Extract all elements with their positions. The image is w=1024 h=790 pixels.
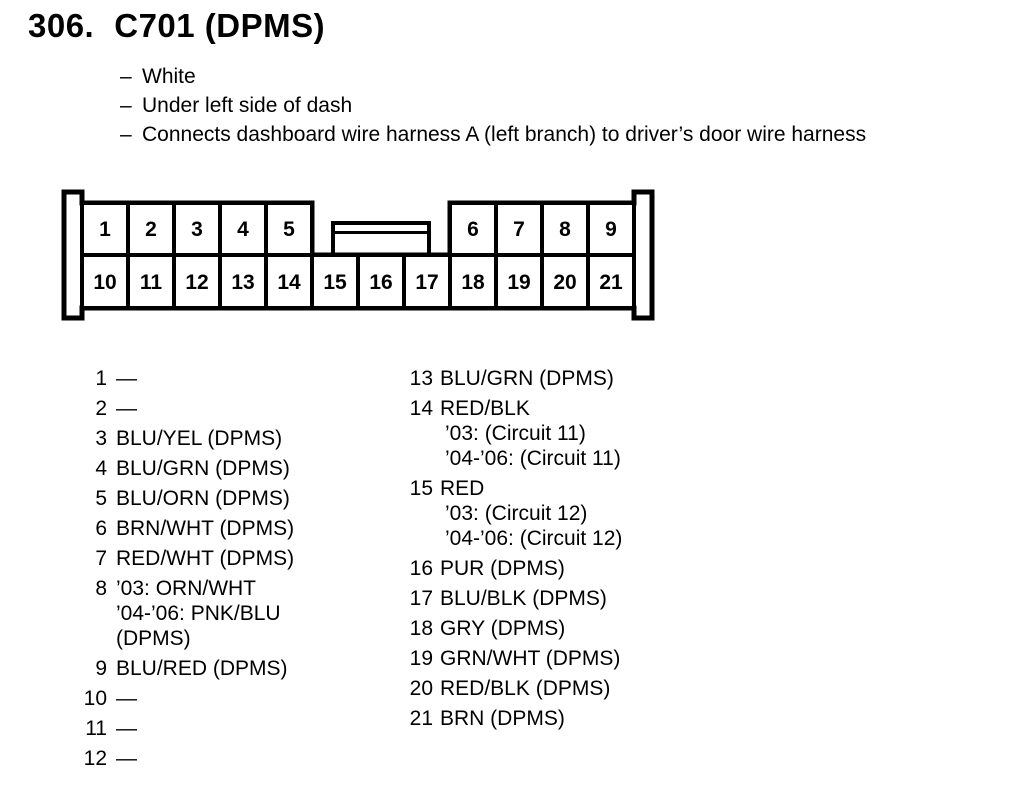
pin-number: 9 [95,657,107,680]
pin-row [83,366,294,391]
pin-wire-label: ’04-’06: (Circuit 11) [445,447,621,470]
pin-wire-label: BLU/GRN (DPMS) [440,367,614,390]
bullet-dash: – [120,94,132,117]
connector-cell-number: 11 [139,271,163,294]
connector-cell-number: 7 [513,218,525,241]
connector-cell-number: 14 [277,271,301,294]
connector-cell-number: 10 [93,271,117,294]
pin-number: 11 [85,717,107,740]
pin-number: 18 [409,617,433,640]
pin-wire-label: PUR (DPMS) [440,557,565,580]
connector-cell-number: 6 [467,218,479,241]
pin-number: 19 [409,647,433,670]
pin-wire-label: — [116,717,137,740]
pin-number: 16 [409,557,433,580]
pin-row [408,586,622,611]
pin-number: 3 [95,427,107,450]
connector-cell-number: 12 [185,271,209,294]
pin-number: 4 [95,457,107,480]
pin-number: 2 [95,397,107,420]
pin-number: 10 [83,687,107,710]
pin-wire-label: ’04-’06: PNK/BLU [116,602,281,625]
connector-latch [333,223,429,255]
pin-wire-label: BLU/GRN (DPMS) [116,457,290,480]
connector-cell-number: 20 [553,271,577,294]
pin-number: 20 [409,677,433,700]
connector-name: C701 (DPMS) [114,7,326,44]
connector-cell-number: 19 [507,271,531,294]
pin-wire-label: ’03: (Circuit 11) [445,422,586,445]
pin-wire-label: RED/BLK (DPMS) [440,677,611,700]
pin-row [408,476,622,551]
pin-wire-label: BLU/BLK (DPMS) [440,587,607,610]
bullet-text: Connects dashboard wire harness A (left branch) to driver’s door wire harness [142,123,867,146]
pin-row [83,746,294,771]
pin-row [83,396,294,421]
pin-number: 5 [95,487,107,510]
pin-wire-label: BRN (DPMS) [440,707,565,730]
pin-row [83,576,294,651]
pin-wire-label: BRN/WHT (DPMS) [116,517,295,540]
pin-row [408,366,622,391]
connector-cell-number: 1 [99,218,111,241]
pin-wire-label: RED/BLK [440,397,530,420]
pin-row [83,516,294,541]
connector-cell-number: 9 [605,218,617,241]
pin-wire-label: RED [440,477,485,500]
pin-number: 8 [95,577,107,600]
pin-wire-label: ’03: (Circuit 12) [445,502,588,525]
pin-row [83,716,294,741]
pin-row [408,616,622,641]
pin-row [408,556,622,581]
pin-list-left [83,366,294,776]
pin-number: 13 [409,367,433,390]
pin-row [408,706,622,731]
pin-row [83,426,294,451]
pin-number: 12 [83,747,107,770]
pin-wire-label: GRN/WHT (DPMS) [440,647,621,670]
connector-cell-number: 21 [599,271,623,294]
pin-row [83,546,294,571]
connector-cell-number: 18 [461,271,485,294]
pin-number: 14 [409,397,433,420]
pin-row [83,456,294,481]
connector-cell-number: 2 [145,218,157,241]
connector-svg [58,184,658,324]
pin-number: 7 [95,547,107,570]
bullet-dash: – [120,65,132,88]
pin-wire-label: — [116,687,137,710]
pin-wire-label: BLU/YEL (DPMS) [116,427,283,450]
bullet-item [120,91,866,120]
page-title [28,8,325,44]
pin-wire-label: GRY (DPMS) [440,617,566,640]
bullet-item [120,62,866,91]
pin-number: 21 [409,707,433,730]
connector-cell-number: 8 [559,218,571,241]
bullet-dash: – [120,123,132,146]
pin-wire-label: ’04-’06: (Circuit 12) [445,527,623,550]
pin-wire-label: — [116,747,137,770]
pin-number: 15 [409,477,433,500]
pin-wire-label: BLU/RED (DPMS) [116,657,288,680]
pin-number: 6 [95,517,107,540]
pin-wire-label: — [116,397,137,420]
pin-row [408,646,622,671]
connector-bottom-row [82,255,634,308]
pin-number: 1 [95,367,107,390]
pin-list-right [408,366,622,736]
connector-cell-number: 5 [283,218,295,241]
pin-row [408,676,622,701]
pin-number: 17 [409,587,433,610]
pin-row [408,396,622,471]
pin-wire-label: RED/WHT (DPMS) [116,547,295,570]
pin-row [83,656,294,681]
connector-cell-number: 13 [231,271,255,294]
connector-cell-number: 4 [237,218,249,241]
pin-wire-label: (DPMS) [116,627,191,650]
section-number: 306. [28,7,95,44]
bullet-text: Under left side of dash [142,94,353,117]
connector-cell-number: 16 [369,271,393,294]
bullet-text: White [142,65,196,88]
connector-description-list [120,62,866,149]
pin-wire-label: ’03: ORN/WHT [116,577,257,600]
pin-row [83,486,294,511]
bullet-item [120,120,866,149]
pin-wire-label: BLU/ORN (DPMS) [116,487,290,510]
pin-wire-label: — [116,367,137,390]
connector-cell-number: 17 [415,271,439,294]
connector-cell-number: 15 [323,271,347,294]
pin-row [83,686,294,711]
connector-diagram [58,184,658,324]
connector-cell-number: 3 [191,218,203,241]
